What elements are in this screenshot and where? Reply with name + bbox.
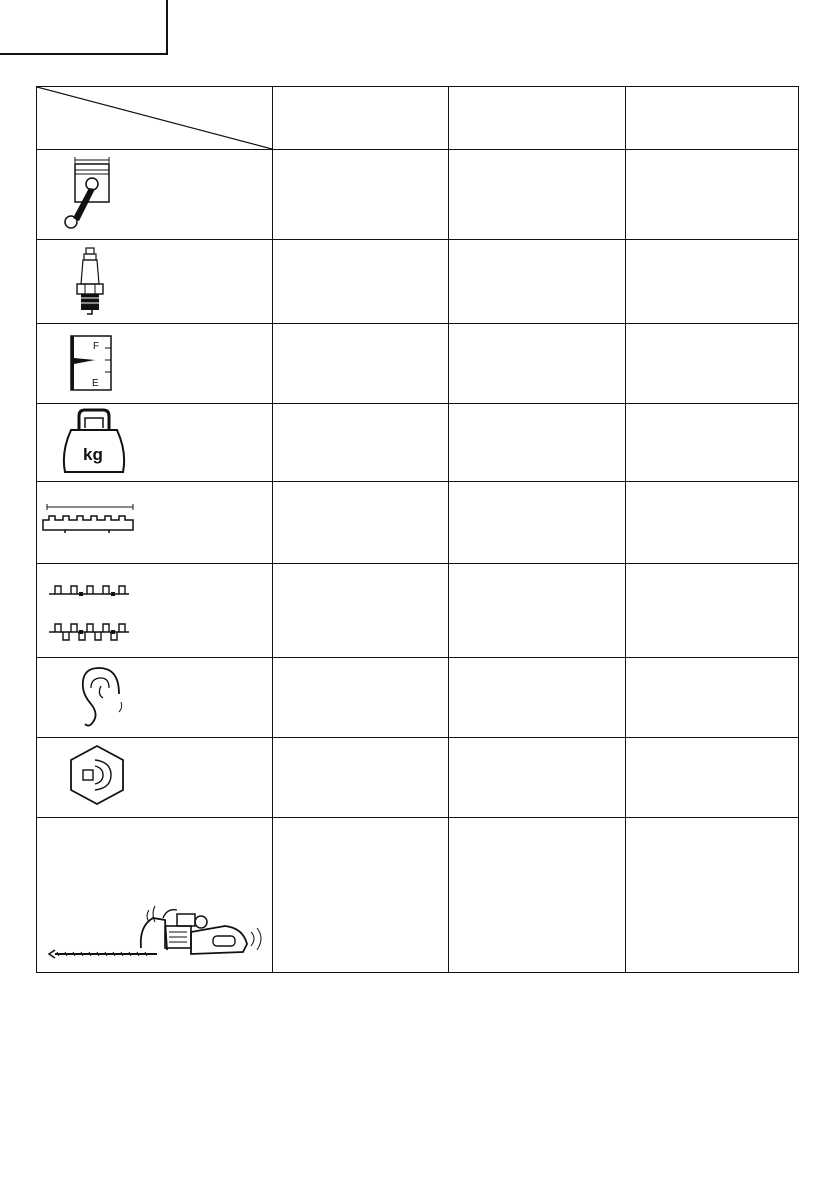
row-value (449, 738, 626, 818)
row-value (273, 404, 449, 482)
table-row (37, 658, 799, 738)
row-value (273, 240, 449, 324)
row-value (449, 240, 626, 324)
specifications-table (36, 86, 799, 973)
row-value (626, 818, 799, 973)
row-value (449, 564, 626, 658)
row-value (449, 482, 626, 564)
row-icon-cell (37, 404, 273, 482)
vibration-nut-icon (37, 738, 272, 817)
table-row (37, 324, 799, 404)
row-value (449, 818, 626, 973)
fuel-gauge-icon (37, 324, 272, 403)
table-row (37, 482, 799, 564)
row-icon-cell (37, 658, 273, 738)
double-blade-icon (37, 564, 272, 657)
row-icon-cell (37, 324, 273, 404)
table-row (37, 818, 799, 973)
row-icon-cell (37, 564, 273, 658)
header-col-2 (449, 87, 626, 150)
row-value (449, 658, 626, 738)
row-icon-cell (37, 240, 273, 324)
fuel-empty-label: E (92, 378, 99, 389)
row-value (273, 564, 449, 658)
row-icon-cell (37, 150, 273, 240)
diagonal-divider (37, 87, 272, 149)
header-col-1 (273, 87, 449, 150)
corner-header-cell (37, 87, 273, 150)
row-icon-cell (37, 738, 273, 818)
row-icon-cell (37, 482, 273, 564)
table-header-row (37, 87, 799, 150)
row-icon-cell (37, 818, 273, 973)
row-value (626, 240, 799, 324)
hedge-trimmer-vibration-icon (37, 818, 272, 972)
row-value (626, 658, 799, 738)
weight-kg-icon (37, 404, 272, 481)
row-value (273, 818, 449, 973)
ear-noise-icon (37, 658, 272, 737)
spark-plug-icon (37, 240, 272, 323)
row-value (273, 658, 449, 738)
row-value (273, 482, 449, 564)
row-value (449, 324, 626, 404)
weight-kg-label: kg (83, 445, 103, 464)
page-tab-box (0, 0, 168, 55)
row-value (273, 738, 449, 818)
piston-displacement-icon (37, 150, 272, 239)
table-row (37, 564, 799, 658)
table-row (37, 240, 799, 324)
row-value (626, 482, 799, 564)
row-value (626, 738, 799, 818)
row-value (273, 324, 449, 404)
table-row (37, 150, 799, 240)
blade-length-icon (37, 482, 272, 563)
row-value (449, 404, 626, 482)
table-row (37, 404, 799, 482)
row-value (449, 150, 626, 240)
row-value (626, 564, 799, 658)
table-row (37, 738, 799, 818)
row-value (626, 150, 799, 240)
header-col-3 (626, 87, 799, 150)
fuel-full-label: F (93, 341, 100, 352)
row-value (626, 324, 799, 404)
row-value (626, 404, 799, 482)
row-value (273, 150, 449, 240)
